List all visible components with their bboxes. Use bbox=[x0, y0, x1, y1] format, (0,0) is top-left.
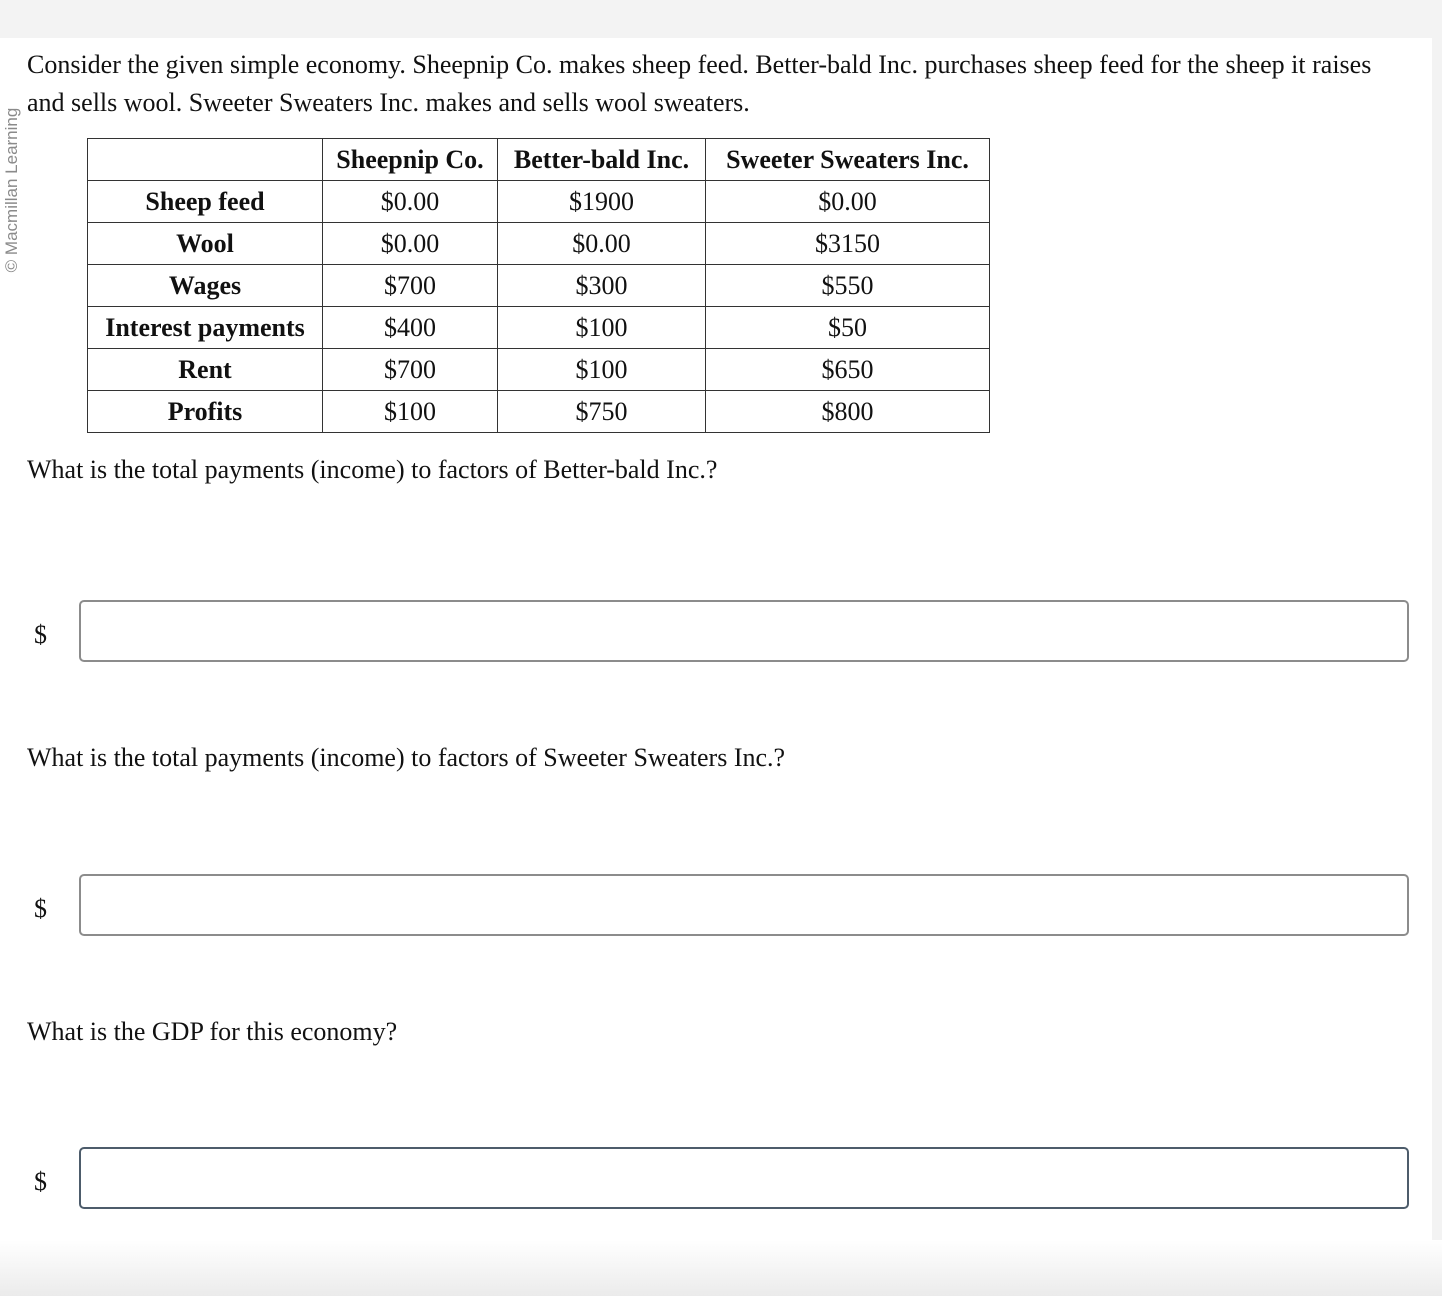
table-cell: $700 bbox=[323, 265, 498, 307]
table-header-sheepnip: Sheepnip Co. bbox=[323, 139, 498, 181]
table-row bbox=[88, 223, 990, 265]
table-row bbox=[88, 307, 990, 349]
top-strip bbox=[0, 0, 1442, 38]
question-sweeter-sweaters: What is the total payments (income) to factors of Sweeter Sweaters Inc.? bbox=[27, 743, 786, 772]
table-cell: $100 bbox=[323, 391, 498, 433]
answer-input-sweeter-sweaters[interactable] bbox=[79, 874, 1409, 936]
table-cell: $650 bbox=[706, 349, 990, 391]
copyright-watermark: © Macmillan Learning bbox=[2, 107, 21, 273]
row-label: Sheep feed bbox=[88, 181, 323, 223]
bottom-fade bbox=[0, 1240, 1442, 1296]
economy-table bbox=[87, 138, 990, 433]
row-label: Profits bbox=[88, 391, 323, 433]
currency-label: $ bbox=[34, 620, 47, 649]
table-cell: $400 bbox=[323, 307, 498, 349]
answer-input-gdp[interactable] bbox=[79, 1147, 1409, 1209]
problem-intro: Consider the given simple economy. Sheepnip Co. makes sheep feed. Better-bald Inc. purchases sheep feed for the sheep it raises and sells wool. Sweeter Sweaters Inc. makes and sells wool sweaters. bbox=[27, 50, 1372, 117]
table-cell: $100 bbox=[498, 307, 706, 349]
currency-label: $ bbox=[34, 894, 47, 923]
table-row bbox=[88, 265, 990, 307]
answer-input-better-bald[interactable] bbox=[79, 600, 1409, 662]
table-cell: $550 bbox=[706, 265, 990, 307]
row-label: Interest payments bbox=[88, 307, 323, 349]
table-cell: $750 bbox=[498, 391, 706, 433]
table-header-row bbox=[88, 139, 990, 181]
table-cell: $0.00 bbox=[498, 223, 706, 265]
table-row bbox=[88, 181, 990, 223]
table-cell: $0.00 bbox=[323, 181, 498, 223]
currency-label: $ bbox=[34, 1167, 47, 1196]
table-cell: $100 bbox=[498, 349, 706, 391]
row-label: Rent bbox=[88, 349, 323, 391]
table-cell: $3150 bbox=[706, 223, 990, 265]
table-header-sweeter-sweaters: Sweeter Sweaters Inc. bbox=[706, 139, 990, 181]
question-better-bald: What is the total payments (income) to factors of Better-bald Inc.? bbox=[27, 455, 718, 484]
table-cell: $0.00 bbox=[706, 181, 990, 223]
table-row bbox=[88, 391, 990, 433]
table-cell: $0.00 bbox=[323, 223, 498, 265]
row-label: Wages bbox=[88, 265, 323, 307]
table-cell: $800 bbox=[706, 391, 990, 433]
table-cell: $1900 bbox=[498, 181, 706, 223]
row-label: Wool bbox=[88, 223, 323, 265]
table-cell: $300 bbox=[498, 265, 706, 307]
table-row bbox=[88, 349, 990, 391]
question-gdp: What is the GDP for this economy? bbox=[27, 1017, 398, 1046]
table-header-blank bbox=[88, 139, 323, 181]
table-header-better-bald: Better-bald Inc. bbox=[498, 139, 706, 181]
table-cell: $700 bbox=[323, 349, 498, 391]
table-cell: $50 bbox=[706, 307, 990, 349]
